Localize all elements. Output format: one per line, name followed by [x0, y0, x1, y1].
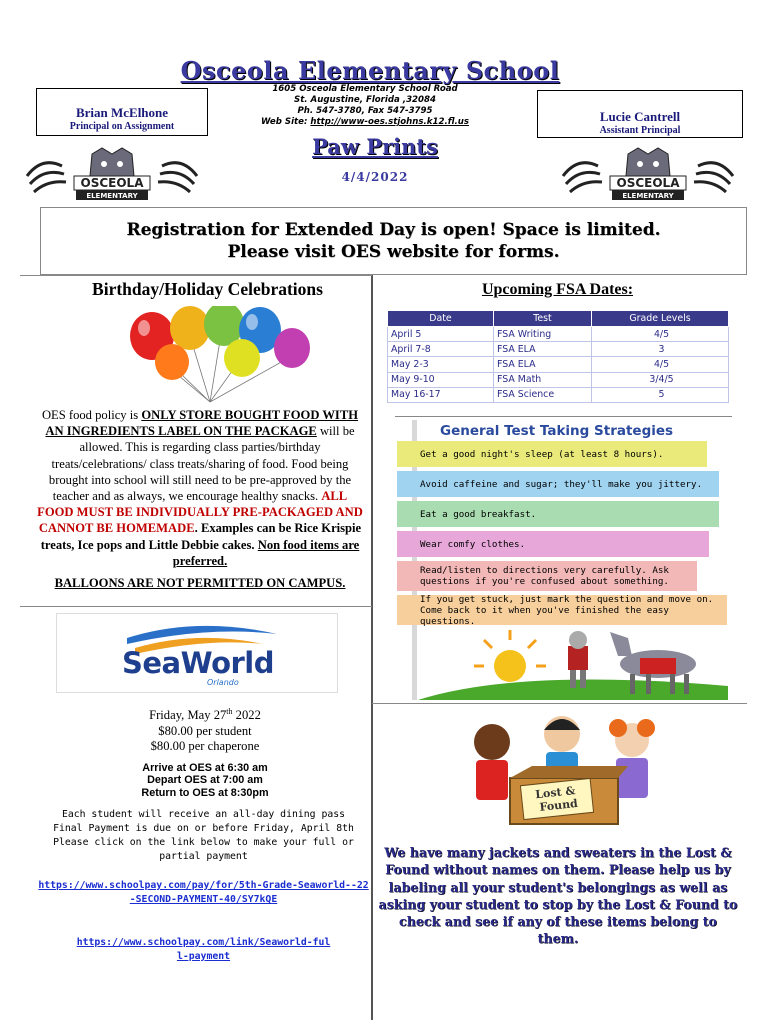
balloons-image — [92, 306, 330, 404]
strategy-strip — [397, 501, 719, 527]
strategy-text: Get a good night's sleep (at least 8 hours). — [420, 448, 664, 460]
policy-examples: . Examples can be Rice Krispie treats, Ice pops and Little Debbie cakes. — [40, 521, 362, 552]
table-header-row — [388, 311, 729, 327]
address-line: St. Augustine, Florida ,32084 — [294, 95, 436, 105]
website-link[interactable]: http://www-oes.stjohns.k12.fl.us — [310, 117, 469, 127]
banner-line-1: Registration for Extended Day is open! Space is limited. — [126, 220, 661, 240]
strategy-text: Read/listen to directions very carefully. Ask questions if you're confused about something. — [420, 565, 669, 587]
fsa-table — [387, 310, 729, 403]
policy-emphasis: ONLY STORE BOUGHT FOOD WITH AN INGREDIENTS LABEL ON THE PACKAGE — [45, 408, 359, 439]
policy-text: OES food policy is — [41, 408, 142, 422]
lost-and-found-text: We have many jackets and sweaters in the Lost & Found without names on them. Please help us by labeling all your student's belongings as well as asking your student to stop by the Lost & Found to check and see if any of these items belong to them. — [378, 845, 738, 947]
strategies-title: General Test Taking Strategies — [440, 423, 674, 439]
table-cell: April 5 — [388, 327, 494, 342]
student-price: $80.00 per student — [158, 723, 252, 738]
phone-line: Ph. 547-3780, Fax 547-3795 — [297, 106, 433, 116]
policy-warning: ALL FOOD MUST BE INDIVIDUALLY PRE-PACKAGED AND CANNOT BE HOMEMADE — [37, 489, 363, 536]
school-address — [255, 84, 475, 128]
table-row — [388, 387, 729, 402]
assistant-principal-box — [537, 90, 743, 138]
section-divider — [20, 606, 372, 607]
logo-text: OSCEOLA — [80, 176, 144, 190]
strategy-strip — [397, 531, 709, 557]
table-cell: 3 — [592, 342, 729, 357]
policy-preference: Non food items are preferred. — [172, 537, 360, 568]
trip-details — [40, 704, 370, 755]
principal-box — [36, 88, 208, 136]
table-cell: FSA Math — [494, 372, 592, 387]
logo-text: OSCEOLA — [616, 176, 680, 190]
lost-found-sign-line-1: Lost & — [534, 784, 576, 802]
osceola-bobcat-logo-left — [22, 146, 202, 206]
seaworld-location: Orlando — [207, 678, 239, 687]
final-payment-note: Final Payment is due on or before Friday, April 8th — [53, 823, 354, 834]
newsletter-date: 4/4/2022 — [341, 170, 409, 184]
table-cell: FSA Science — [494, 387, 592, 402]
food-policy-text — [36, 407, 364, 569]
column-header: Grade Levels — [592, 311, 729, 327]
payment-instruction: Please click on the link below to make your full or partial payment — [53, 837, 354, 862]
banner-line-2: Please visit OES website for forms. — [227, 242, 560, 262]
table-cell: FSA ELA — [494, 342, 592, 357]
lost-and-found-illustration — [452, 712, 672, 830]
trip-date — [40, 704, 370, 724]
fsa-title: Upcoming FSA Dates: — [481, 281, 634, 298]
newsletter-title: Paw Prints — [312, 134, 438, 159]
table-cell: 4/5 — [592, 327, 729, 342]
assistant-principal-role: Assistant Principal — [599, 125, 681, 136]
principal-role: Principal on Assignment — [69, 121, 175, 132]
strategy-strip — [397, 471, 719, 497]
school-name: Osceola Elementary School — [180, 56, 560, 85]
strategy-text: Eat a good breakfast. — [420, 508, 537, 520]
table-row — [388, 372, 729, 387]
trip-date-year: 2022 — [232, 708, 261, 723]
table-cell: April 7-8 — [388, 342, 494, 357]
strategy-strip — [397, 561, 697, 591]
logo-subtext: ELEMENTARY — [622, 192, 674, 200]
chaperone-price: $80.00 per chaperone — [150, 739, 260, 754]
website-prefix: Web Site: — [261, 117, 311, 127]
trip-times — [40, 762, 370, 799]
birthday-section-title: Birthday/Holiday Celebrations — [92, 279, 323, 299]
arrive-time: Arrive at OES at 6:30 am — [142, 762, 268, 774]
strategy-text: If you get stuck, just mark the question and move on. Come back to it when you've finished the easy questions. — [420, 593, 714, 627]
trip-date-suffix: th — [226, 707, 233, 716]
table-cell: FSA Writing — [494, 327, 592, 342]
section-divider — [395, 416, 732, 417]
payment-link-installment[interactable]: https://www.schoolpay.com/pay/for/5th-Grade-Seaworld--22-SECOND-PAYMENT-40/SY7kQE — [38, 880, 369, 905]
dining-pass-note: Each student will receive an all-day dining pass — [61, 809, 346, 820]
knight-horse-illustration — [418, 628, 728, 700]
table-cell: May 16-17 — [388, 387, 494, 402]
osceola-bobcat-logo-right — [558, 146, 738, 206]
principal-name: Brian McElhone — [75, 105, 169, 120]
section-divider — [372, 703, 747, 704]
strategy-strip — [397, 441, 707, 467]
address-line: 1605 Osceola Elementary School Road — [272, 84, 458, 94]
column-header: Date — [388, 311, 494, 327]
assistant-principal-name: Lucie Cantrell — [599, 109, 681, 124]
table-cell: 4/5 — [592, 357, 729, 372]
trip-date-text: Friday, May 27 — [149, 708, 227, 723]
table-row — [388, 327, 729, 342]
payment-notes — [36, 808, 371, 864]
strategy-text: Avoid caffeine and sugar; they'll make you jittery. — [420, 478, 703, 490]
seaworld-logo — [56, 613, 338, 693]
policy-text: will be allowed. This is regarding class parties/birthday treats/celebrations/ class treats/sharing of food. Food being brought into school will still need to be pre-approved by the teacher and as always, we encourage healthy snacks. — [48, 424, 355, 504]
table-row — [388, 342, 729, 357]
payment-link-full[interactable]: https://www.schoolpay.com/link/Seaworld-full-payment — [76, 937, 331, 962]
strategy-strip — [397, 595, 727, 625]
section-divider — [20, 275, 372, 276]
table-cell: 3/4/5 — [592, 372, 729, 387]
column-header: Test — [494, 311, 592, 327]
seaworld-word: SeaWorld — [121, 646, 274, 680]
column-divider — [371, 275, 373, 1020]
table-cell: 5 — [592, 387, 729, 402]
strategy-text: Wear comfy clothes. — [420, 538, 526, 550]
logo-subtext: ELEMENTARY — [86, 192, 138, 200]
lost-found-sign-line-2: Found — [538, 796, 579, 814]
table-cell: May 9-10 — [388, 372, 494, 387]
website-line — [255, 117, 475, 128]
extended-day-banner — [40, 207, 747, 275]
table-row — [388, 357, 729, 372]
balloons-note: BALLOONS ARE NOT PERMITTED ON CAMPUS. — [54, 576, 346, 590]
table-cell: FSA ELA — [494, 357, 592, 372]
return-time: Return to OES at 8:30pm — [141, 786, 269, 799]
depart-time: Depart OES at 7:00 am — [147, 774, 263, 787]
table-cell: May 2-3 — [388, 357, 494, 372]
